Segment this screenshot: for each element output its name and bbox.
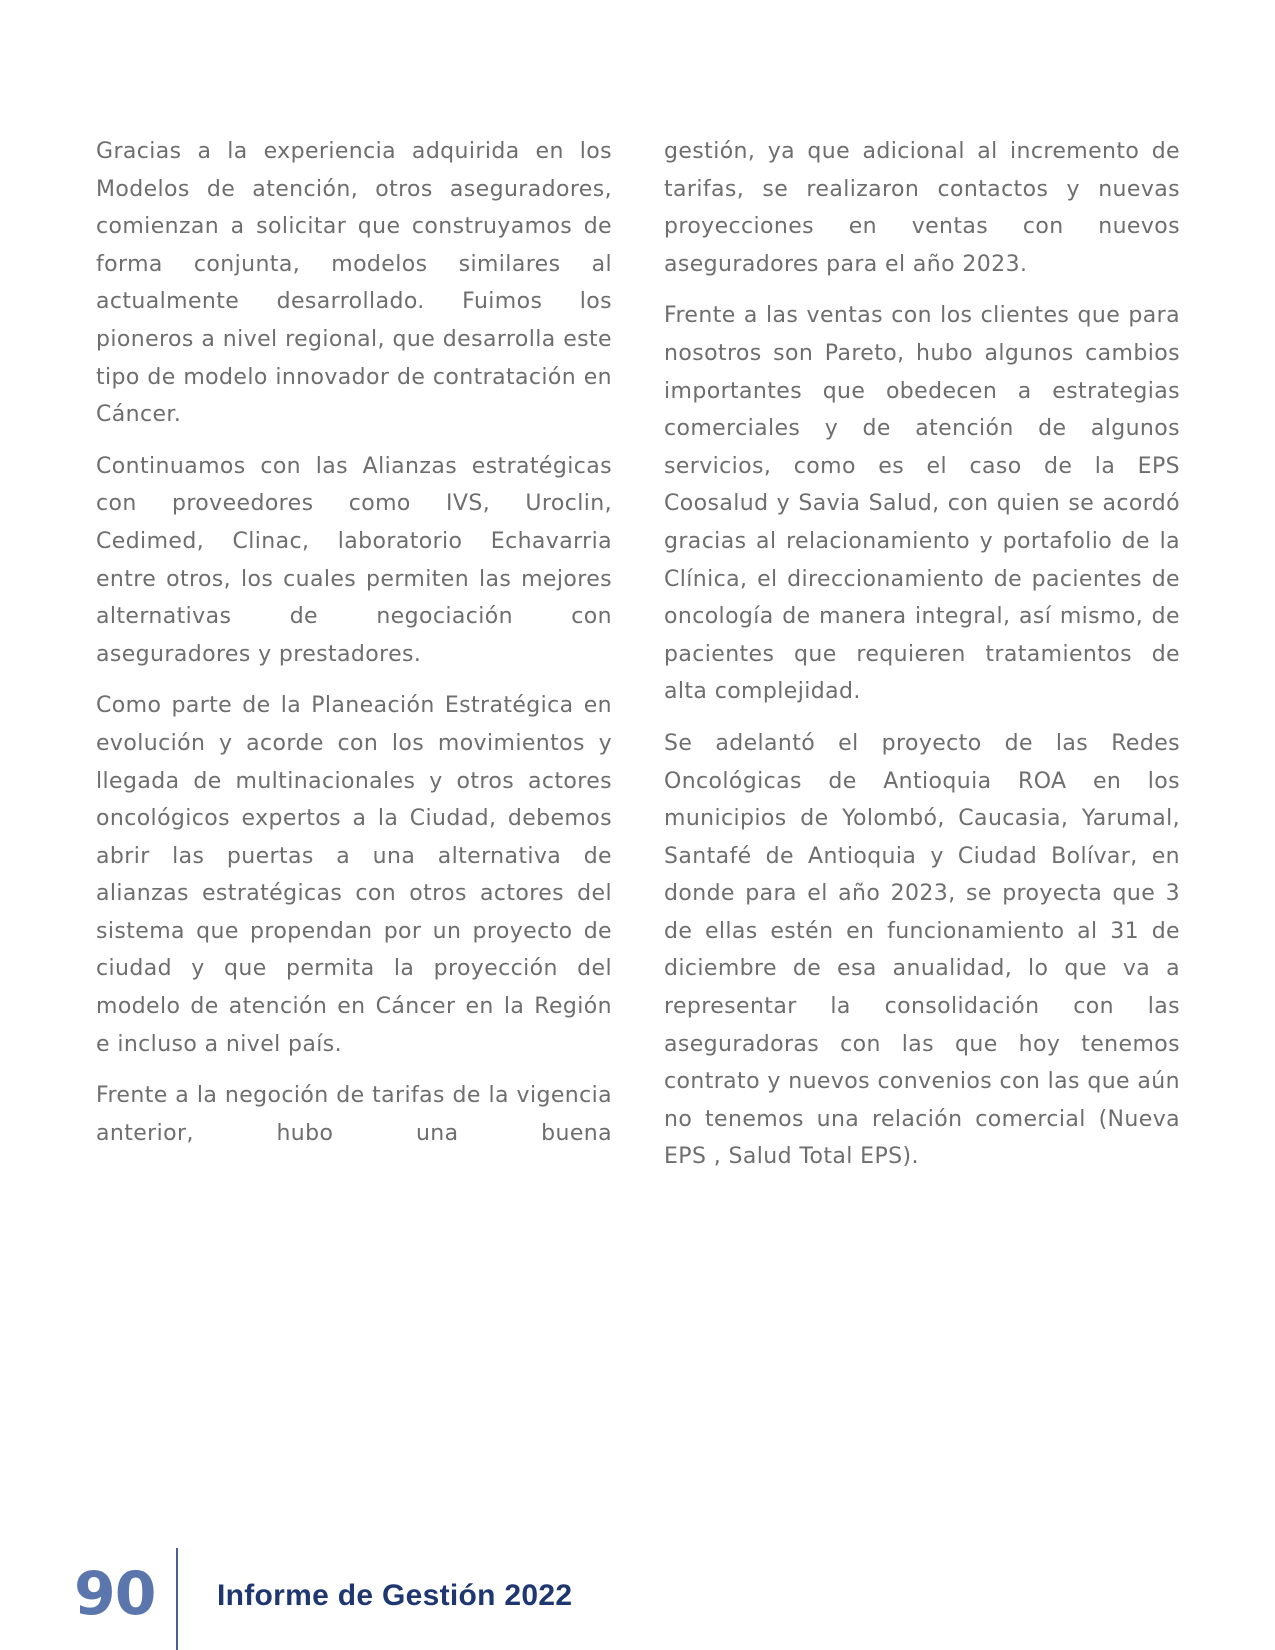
left-paragraph-4: Frente a la negoción de tarifas de la vigencia anterior, hubo una buena xyxy=(96,1083,612,1146)
footer-divider xyxy=(176,1548,178,1650)
left-paragraph-1: Gracias a la experiencia adquirida en los Modelos de atención, otros aseguradores, comienzan a solicitar que construyamos de forma conjunta, modelos similares al actualmente desarrollado. Fuimos los pioneros a nivel regional, que desarrolla este tipo de modelo innovador de contratación en Cáncer. xyxy=(96,139,612,428)
left-text-column xyxy=(96,133,612,1166)
left-paragraph-2: Continuamos con las Alianzas estratégicas con proveedores como IVS, Uroclin, Cedimed, Clinac, laboratorio Echavarria entre otros, los cuales permiten las mejores alternativas de negociación con aseguradores y prestadores. xyxy=(96,453,612,667)
right-text-column xyxy=(664,133,1180,1190)
right-paragraph-3: Se adelantó el proyecto de las Redes Oncológicas de Antioquia ROA en los municipios de Yolombó, Caucasia, Yarumal, Santafé de Antioquia y Ciudad Bolívar, en donde para el año 2023, se proyecta que 3 de ellas estén en funcionamiento al 31 de diciembre de esa anualidad, lo que va a representar la consolidación con las aseguradoras con las que hoy tenemos contrato y nuevos convenios con las que aún no tenemos una relación comercial (Nueva EPS , Salud Total EPS). xyxy=(664,730,1180,1170)
footer-report-title: Informe de Gestión 2022 xyxy=(217,1579,573,1612)
left-paragraph-3: Como parte de la Planeación Estratégica en evolución y acorde con los movimientos y llegada de multinacionales y otros actores oncológicos expertos a la Ciudad, debemos abrir las puertas a una alternativa de alianzas estratégicas con otros actores del sistema que propendan por un proyecto de ciudad y que permita la proyección del modelo de atención en Cáncer en la Región e incluso a nivel país. xyxy=(96,693,612,1057)
page-number: 90 xyxy=(74,1559,156,1629)
right-paragraph-2: Frente a las ventas con los clientes que para nosotros son Pareto, hubo algunos cambios importantes que obedecen a estrategias comerciales y de atención de algunos servicios, como es el caso de la EPS Coosalud y Savia Salud, con quien se acordó gracias al relacionamiento y portafolio de la Clínica, el direccionamiento de pacientes de oncología de manera integral, así mismo, de pacientes que requieren tratamientos de alta complejidad. xyxy=(664,303,1180,705)
right-paragraph-1: gestión, ya que adicional al incremento de tarifas, se realizaron contactos y nuevas proyecciones en ventas con nuevos aseguradores para el año 2023. xyxy=(664,139,1180,277)
